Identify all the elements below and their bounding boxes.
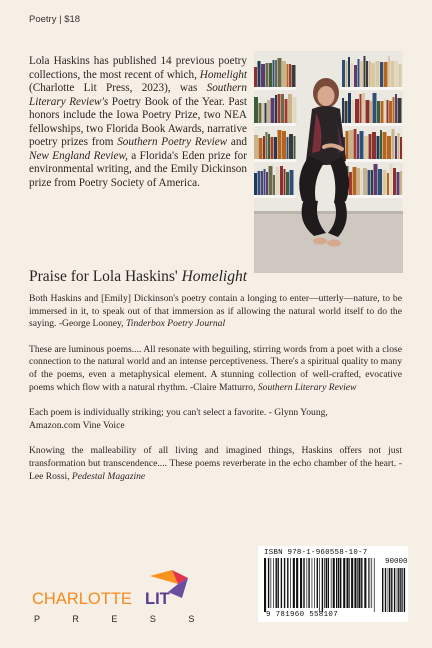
bio-text-5: a Florida's Eden prize for environmental writing, and the Emily Dickinson prize from Poetry Society of America. bbox=[29, 149, 247, 189]
praise-heading-text: Praise for Lola Haskins' bbox=[29, 268, 182, 285]
author-photo-illustration bbox=[254, 51, 403, 273]
quote-item bbox=[29, 293, 402, 331]
quote-text: Both Haskins and [Emily] Dickinson's poetry contain a longing to enter—utterly—nature, to be immersed in it, to speak out of that immersion as if allowing the natural world itself to do the saying. -George Looney, bbox=[29, 293, 402, 330]
logo-word-press: P R E S S bbox=[34, 614, 202, 624]
separator: | bbox=[59, 14, 62, 25]
bio-text-3: Poetry Book of the Year. Past honors include the Iowa Poetry Prize, two NEA fellowships, two Florida Book Awards, narrative poetry prizes from bbox=[29, 95, 247, 148]
bio-title-homelight: Homelight bbox=[199, 68, 247, 81]
isbn-label: ISBN 978-1-960558-10-7 bbox=[264, 549, 368, 557]
logo-word-lit: LIT bbox=[145, 590, 170, 608]
quote-source: Pedestal Magazine bbox=[71, 470, 146, 482]
publisher-logo bbox=[32, 570, 202, 630]
bio-title-slr: Southern Literary Review's bbox=[29, 82, 247, 108]
category-label: Poetry bbox=[29, 14, 57, 25]
bio-title-ner: New England Review, bbox=[29, 149, 128, 162]
bio-text-4: and bbox=[227, 136, 248, 148]
category-price-line bbox=[29, 14, 80, 25]
price-label: $18 bbox=[64, 14, 81, 25]
logo-word-charlotte: CHARLOTTE bbox=[32, 590, 132, 608]
quote-source: Tinderbox Poetry Journal bbox=[125, 318, 226, 330]
barcode-addon-code: 90000 bbox=[385, 558, 408, 566]
praise-heading bbox=[29, 268, 247, 286]
author-photo bbox=[254, 51, 403, 273]
quote-text: Each poem is individually striking; you can't select a favorite. - Glynn Young, Amazon.com Vine Voice bbox=[29, 407, 328, 431]
author-bio bbox=[29, 55, 247, 190]
barcode-digits: 9 781960 558107 bbox=[266, 611, 339, 619]
quote-item bbox=[29, 407, 375, 432]
quote-text: These are luminous poems.... All resonate with beguiling, stirring words from a poet with a close connection to the natural world and an intense perceptiveness. There's a spiritual quality to many of the poems, even a metaphysical element. A stunning collection of well-crafted, evocative poems which flow with a natural rhythm. -Claire Matturro, bbox=[29, 343, 402, 393]
isbn-barcode bbox=[258, 546, 408, 622]
quote-item bbox=[29, 445, 402, 483]
praise-heading-book: Homelight bbox=[181, 268, 248, 285]
quote-text: Knowing the malleability of all living and imagined things, Haskins offers not just transformation but transcendence.... These poems reverberate in the echo chamber of the heart. -Lee Rossi, bbox=[29, 445, 402, 482]
praise-quotes bbox=[29, 293, 402, 496]
bio-text-2: (Charlotte Lit Press, 2023), was bbox=[29, 82, 207, 94]
quote-source: Southern Literary Review bbox=[257, 381, 357, 393]
bio-text-1: Lola Haskins has published 14 previous poetry collections, the most recent of which, bbox=[29, 55, 247, 81]
publisher-logo-mark bbox=[32, 570, 202, 630]
quote-item bbox=[29, 344, 402, 394]
bio-title-spr: Southern Poetry Review bbox=[117, 136, 228, 148]
